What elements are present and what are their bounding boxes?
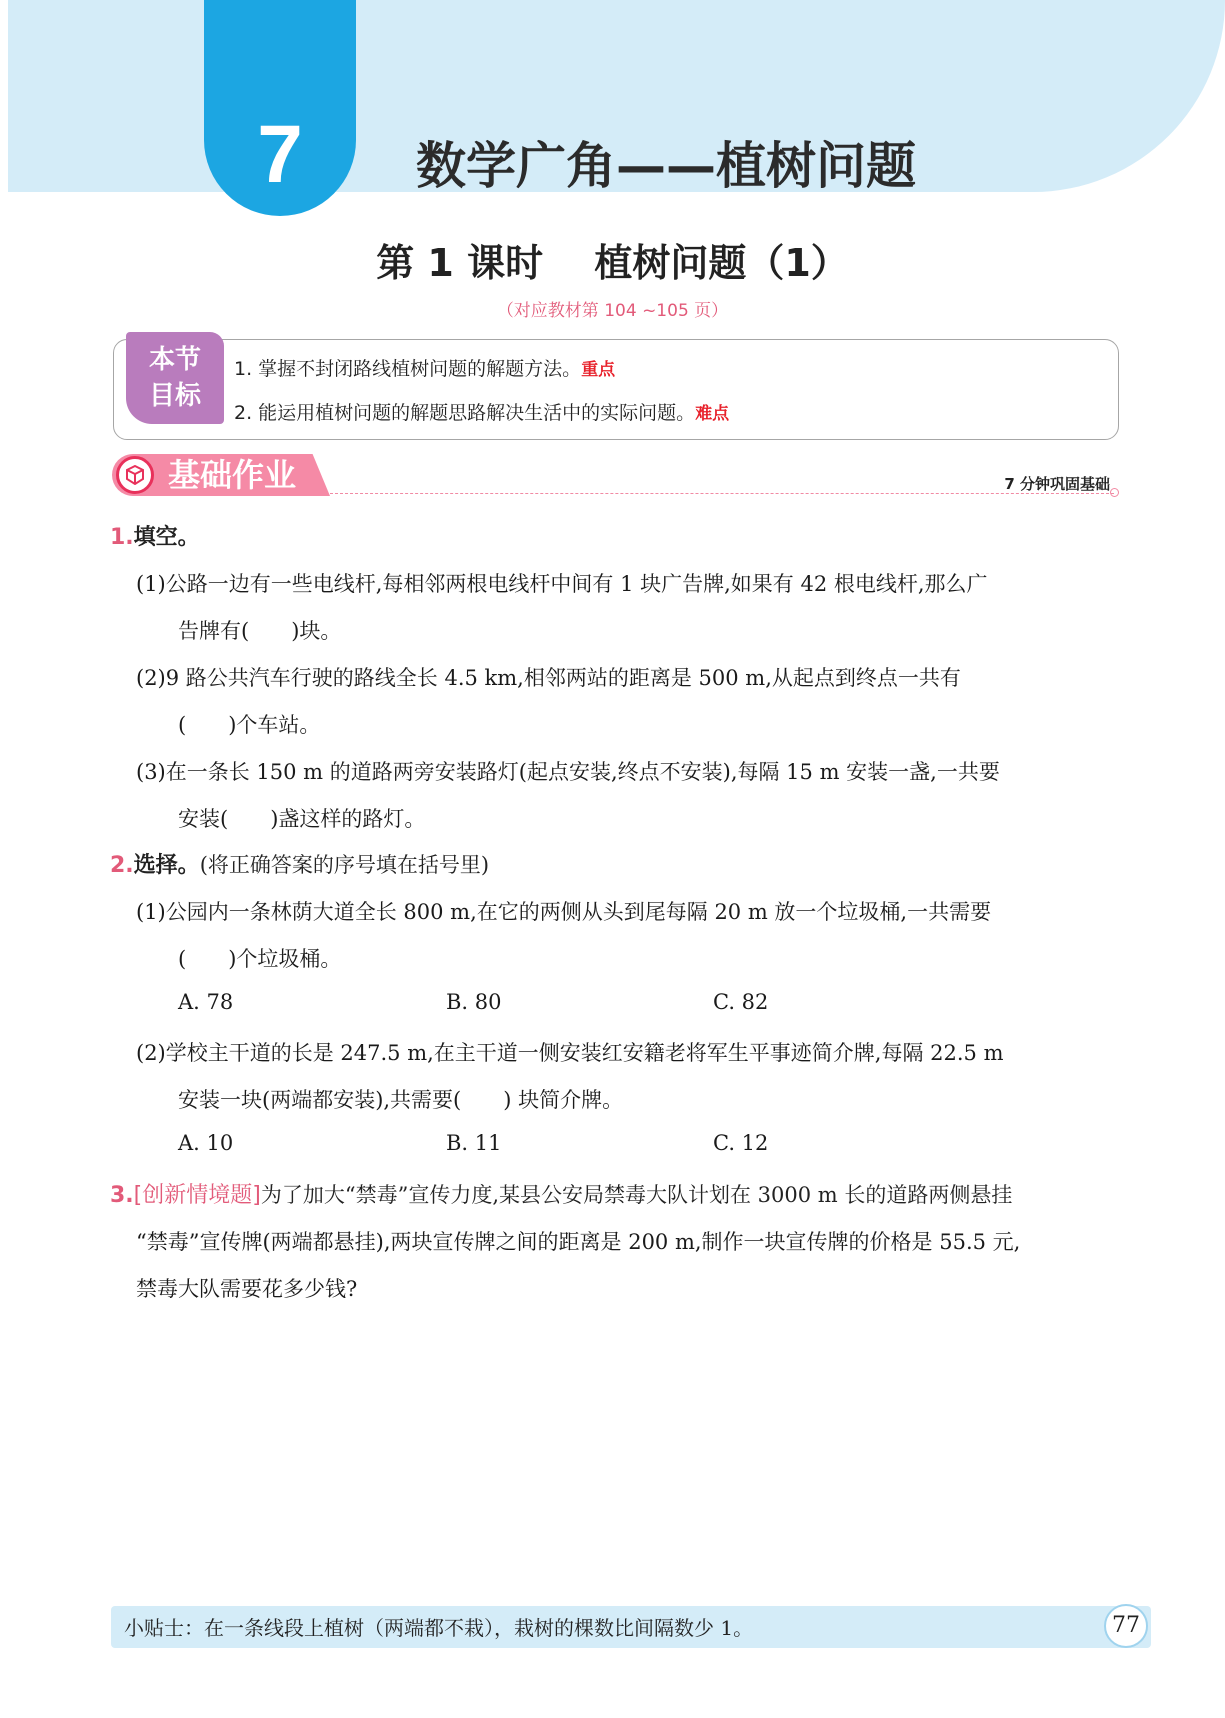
chapter-title: 数学广角——植树问题 (416, 137, 916, 195)
question-tag: [创新情境题] (133, 1183, 261, 1208)
tip-text: 小贴士：在一条线段上植树（两端都不栽），栽树的棵数比间隔数少 1。 (124, 1616, 754, 1640)
goal-item (234, 354, 615, 381)
question-line: 安装一块(两端都安装),共需要( ) 块简介牌。 (178, 1088, 624, 1112)
question-number: 2. (110, 853, 134, 878)
section-title: 基础作业 (168, 456, 297, 494)
question-title: 填空。 (133, 525, 200, 550)
question-number: 1. (110, 525, 134, 550)
question-line: (3)在一条长 150 m 的道路两旁安装路灯(起点安装,终点不安装),每隔 15 m 安装一盏,一共要 (136, 760, 1000, 784)
question-line: ( )个车站。 (178, 713, 321, 737)
question-line: (1)公路一边有一些电线杆,每相邻两根电线杆中间有 1 块广告牌,如果有 42 根电线杆,那么广 (136, 572, 988, 596)
textbook-reference: （对应教材第 104 ~105 页） (496, 301, 729, 321)
option-a: A. 10 (178, 1131, 234, 1155)
section-note: 7 分钟巩固基础 (1004, 475, 1110, 493)
question-title: 选择。 (133, 853, 200, 878)
chapter-number: 7 (204, 0, 356, 216)
question-line: ( )个垃圾桶。 (178, 947, 342, 971)
section-divider (330, 493, 1114, 494)
goal-tag: 重点 (581, 360, 616, 380)
option-c: C. 82 (713, 990, 769, 1014)
page-number: 77 (1104, 1604, 1148, 1648)
question-line: 告牌有( )块。 (178, 619, 342, 643)
goal-text: 能运用植树问题的解题思路解决生活中的实际问题。 (252, 402, 696, 424)
question-2-heading (110, 848, 489, 879)
goal-item (234, 398, 729, 425)
question-number: 3. (110, 1183, 134, 1208)
goal-number: 2. (234, 402, 253, 424)
cube-icon (116, 456, 154, 494)
goal-tag: 难点 (695, 404, 730, 424)
question-line: 安装( )盏这样的路灯。 (178, 807, 426, 831)
option-c: C. 12 (713, 1131, 769, 1155)
question-note: (将正确答案的序号填在括号里) (199, 853, 490, 877)
option-b: B. 80 (446, 990, 502, 1014)
goals-badge-line1: 本节 (148, 345, 201, 375)
question-line: (1)公园内一条林荫大道全长 800 m,在它的两侧从头到尾每隔 20 m 放一个垃圾桶,一共需要 (136, 900, 992, 924)
option-a: A. 78 (178, 990, 234, 1014)
divider-end-dot (1110, 488, 1119, 497)
question-line: (2)9 路公共汽车行驶的路线全长 4.5 km,相邻两站的距离是 500 m,从起点到终点一共有 (136, 666, 961, 690)
option-b: B. 11 (446, 1131, 502, 1155)
lesson-title: 第 1 课时 植树问题（1） (376, 241, 849, 285)
question-line: 禁毒大队需要花多少钱? (136, 1277, 358, 1301)
question-line: (2)学校主干道的长是 247.5 m,在主干道一侧安装红安籍老将军生平事迹简介牌,每隔 22.5 m (136, 1041, 1004, 1065)
question-line: “禁毒”宣传牌(两端都悬挂),两块宣传牌之间的距离是 200 m,制作一块宣传牌的价格是 55.5 元, (136, 1230, 1021, 1254)
goals-badge (126, 332, 224, 424)
goal-number: 1. (234, 358, 253, 380)
goal-text: 掌握不封闭路线植树问题的解题方法。 (252, 358, 582, 380)
question-line: 为了加大“禁毒”宣传力度,某县公安局禁毒大队计划在 3000 m 长的道路两侧悬挂 (260, 1183, 1013, 1207)
goals-badge-line2: 目标 (148, 381, 201, 411)
question-3-heading (110, 1178, 1012, 1209)
question-1-heading (110, 520, 200, 551)
